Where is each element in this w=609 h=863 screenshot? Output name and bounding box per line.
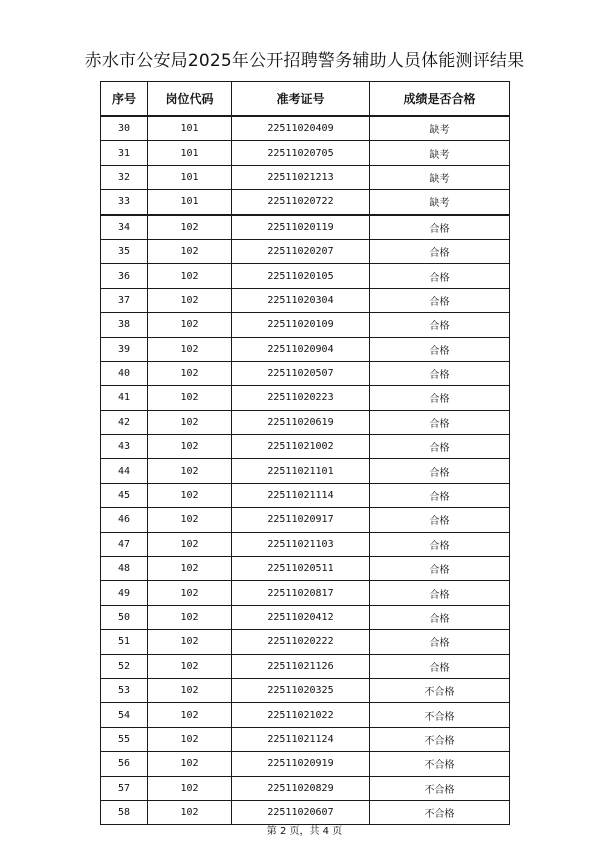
cell-position-code: 102: [148, 752, 232, 776]
cell-ticket-number: 22511020722: [232, 190, 370, 215]
cell-seq: 55: [101, 727, 148, 751]
cell-result: 合格: [370, 532, 510, 556]
cell-position-code: 102: [148, 532, 232, 556]
table-row: [101, 630, 510, 654]
cell-seq: 45: [101, 483, 148, 507]
cell-ticket-number: 22511020904: [232, 337, 370, 361]
cell-result: 不合格: [370, 752, 510, 776]
cell-ticket-number: 22511020325: [232, 678, 370, 702]
table-row: [101, 605, 510, 629]
cell-result: 合格: [370, 386, 510, 410]
cell-position-code: 101: [148, 141, 232, 165]
table-row: [101, 165, 510, 189]
cell-result: 缺考: [370, 190, 510, 215]
cell-ticket-number: 22511020409: [232, 116, 370, 141]
cell-seq: 53: [101, 678, 148, 702]
table-body: [101, 116, 510, 825]
cell-ticket-number: 22511020607: [232, 800, 370, 824]
cell-seq: 32: [101, 165, 148, 189]
cell-result: 合格: [370, 483, 510, 507]
table-row: [101, 727, 510, 751]
table-row: [101, 532, 510, 556]
cell-seq: 57: [101, 776, 148, 800]
cell-result: 不合格: [370, 776, 510, 800]
cell-ticket-number: 22511021022: [232, 703, 370, 727]
table-row: [101, 581, 510, 605]
cell-result: 合格: [370, 508, 510, 532]
cell-position-code: 102: [148, 605, 232, 629]
cell-ticket-number: 22511021103: [232, 532, 370, 556]
cell-position-code: 102: [148, 288, 232, 312]
cell-result: 合格: [370, 557, 510, 581]
cell-seq: 31: [101, 141, 148, 165]
table-row: [101, 337, 510, 361]
cell-seq: 38: [101, 313, 148, 337]
table-row: [101, 508, 510, 532]
cell-position-code: 102: [148, 703, 232, 727]
cell-result: 合格: [370, 605, 510, 629]
page-title: 赤水市公安局2025年公开招聘警务辅助人员体能测评结果: [84, 51, 525, 71]
cell-position-code: 102: [148, 727, 232, 751]
cell-position-code: 101: [148, 165, 232, 189]
cell-result: 合格: [370, 630, 510, 654]
cell-seq: 30: [101, 116, 148, 141]
cell-seq: 47: [101, 532, 148, 556]
table-row: [101, 264, 510, 288]
table-row: [101, 435, 510, 459]
cell-position-code: 102: [148, 361, 232, 385]
table-row: [101, 459, 510, 483]
page-footer: 第 2 页，共 4 页: [266, 826, 343, 837]
cell-result: 合格: [370, 288, 510, 312]
cell-ticket-number: 22511020109: [232, 313, 370, 337]
table-row: [101, 239, 510, 263]
cell-position-code: 102: [148, 581, 232, 605]
cell-result: 缺考: [370, 116, 510, 141]
cell-seq: 36: [101, 264, 148, 288]
cell-position-code: 102: [148, 654, 232, 678]
cell-result: 合格: [370, 459, 510, 483]
cell-seq: 33: [101, 190, 148, 215]
cell-ticket-number: 22511020223: [232, 386, 370, 410]
cell-result: 合格: [370, 654, 510, 678]
table-row: [101, 361, 510, 385]
cell-seq: 43: [101, 435, 148, 459]
cell-ticket-number: 22511021114: [232, 483, 370, 507]
table-row: [101, 557, 510, 581]
cell-result: 合格: [370, 410, 510, 434]
table-row: [101, 654, 510, 678]
cell-ticket-number: 22511020919: [232, 752, 370, 776]
cell-seq: 39: [101, 337, 148, 361]
cell-result: 合格: [370, 215, 510, 240]
cell-position-code: 102: [148, 264, 232, 288]
cell-position-code: 102: [148, 337, 232, 361]
table-row: [101, 410, 510, 434]
cell-result: 缺考: [370, 141, 510, 165]
cell-seq: 52: [101, 654, 148, 678]
results-table: [100, 81, 510, 825]
cell-seq: 49: [101, 581, 148, 605]
cell-seq: 56: [101, 752, 148, 776]
cell-position-code: 102: [148, 557, 232, 581]
cell-position-code: 102: [148, 386, 232, 410]
cell-seq: 50: [101, 605, 148, 629]
cell-ticket-number: 22511021213: [232, 165, 370, 189]
cell-ticket-number: 22511020507: [232, 361, 370, 385]
cell-result: 合格: [370, 337, 510, 361]
cell-ticket-number: 22511020705: [232, 141, 370, 165]
table-row: [101, 776, 510, 800]
header-ticket-number: 准考证号: [232, 82, 370, 117]
cell-ticket-number: 22511020917: [232, 508, 370, 532]
cell-result: 缺考: [370, 165, 510, 189]
cell-position-code: 102: [148, 313, 232, 337]
cell-position-code: 102: [148, 678, 232, 702]
cell-seq: 51: [101, 630, 148, 654]
cell-ticket-number: 22511021002: [232, 435, 370, 459]
cell-position-code: 101: [148, 190, 232, 215]
table-row: [101, 800, 510, 824]
cell-ticket-number: 22511021124: [232, 727, 370, 751]
cell-ticket-number: 22511020105: [232, 264, 370, 288]
cell-position-code: 102: [148, 239, 232, 263]
cell-position-code: 102: [148, 630, 232, 654]
cell-ticket-number: 22511021101: [232, 459, 370, 483]
cell-seq: 58: [101, 800, 148, 824]
table-row: [101, 288, 510, 312]
cell-position-code: 102: [148, 776, 232, 800]
table-row: [101, 215, 510, 240]
cell-ticket-number: 22511020222: [232, 630, 370, 654]
header-position-code: 岗位代码: [148, 82, 232, 117]
cell-position-code: 101: [148, 116, 232, 141]
cell-ticket-number: 22511021126: [232, 654, 370, 678]
cell-ticket-number: 22511020817: [232, 581, 370, 605]
cell-result: 合格: [370, 313, 510, 337]
cell-ticket-number: 22511020412: [232, 605, 370, 629]
cell-ticket-number: 22511020511: [232, 557, 370, 581]
table-row: [101, 752, 510, 776]
cell-ticket-number: 22511020619: [232, 410, 370, 434]
cell-seq: 48: [101, 557, 148, 581]
cell-seq: 44: [101, 459, 148, 483]
cell-seq: 42: [101, 410, 148, 434]
cell-result: 不合格: [370, 678, 510, 702]
cell-seq: 40: [101, 361, 148, 385]
cell-result: 不合格: [370, 727, 510, 751]
header-result: 成绩是否合格: [370, 82, 510, 117]
cell-seq: 37: [101, 288, 148, 312]
table-header-row: [101, 82, 510, 117]
cell-ticket-number: 22511020304: [232, 288, 370, 312]
cell-result: 不合格: [370, 800, 510, 824]
cell-result: 合格: [370, 361, 510, 385]
cell-position-code: 102: [148, 483, 232, 507]
table-row: [101, 483, 510, 507]
cell-result: 合格: [370, 435, 510, 459]
cell-seq: 54: [101, 703, 148, 727]
table-row: [101, 141, 510, 165]
cell-result: 合格: [370, 264, 510, 288]
cell-seq: 35: [101, 239, 148, 263]
cell-position-code: 102: [148, 459, 232, 483]
cell-ticket-number: 22511020207: [232, 239, 370, 263]
cell-position-code: 102: [148, 800, 232, 824]
cell-ticket-number: 22511020829: [232, 776, 370, 800]
cell-result: 不合格: [370, 703, 510, 727]
table-row: [101, 703, 510, 727]
cell-seq: 46: [101, 508, 148, 532]
cell-position-code: 102: [148, 508, 232, 532]
cell-result: 合格: [370, 581, 510, 605]
cell-seq: 34: [101, 215, 148, 240]
table-row: [101, 678, 510, 702]
cell-position-code: 102: [148, 215, 232, 240]
table-row: [101, 116, 510, 141]
cell-seq: 41: [101, 386, 148, 410]
cell-position-code: 102: [148, 435, 232, 459]
cell-position-code: 102: [148, 410, 232, 434]
table-row: [101, 313, 510, 337]
table-row: [101, 190, 510, 215]
cell-ticket-number: 22511020119: [232, 215, 370, 240]
table-row: [101, 386, 510, 410]
header-seq: 序号: [101, 82, 148, 117]
cell-result: 合格: [370, 239, 510, 263]
